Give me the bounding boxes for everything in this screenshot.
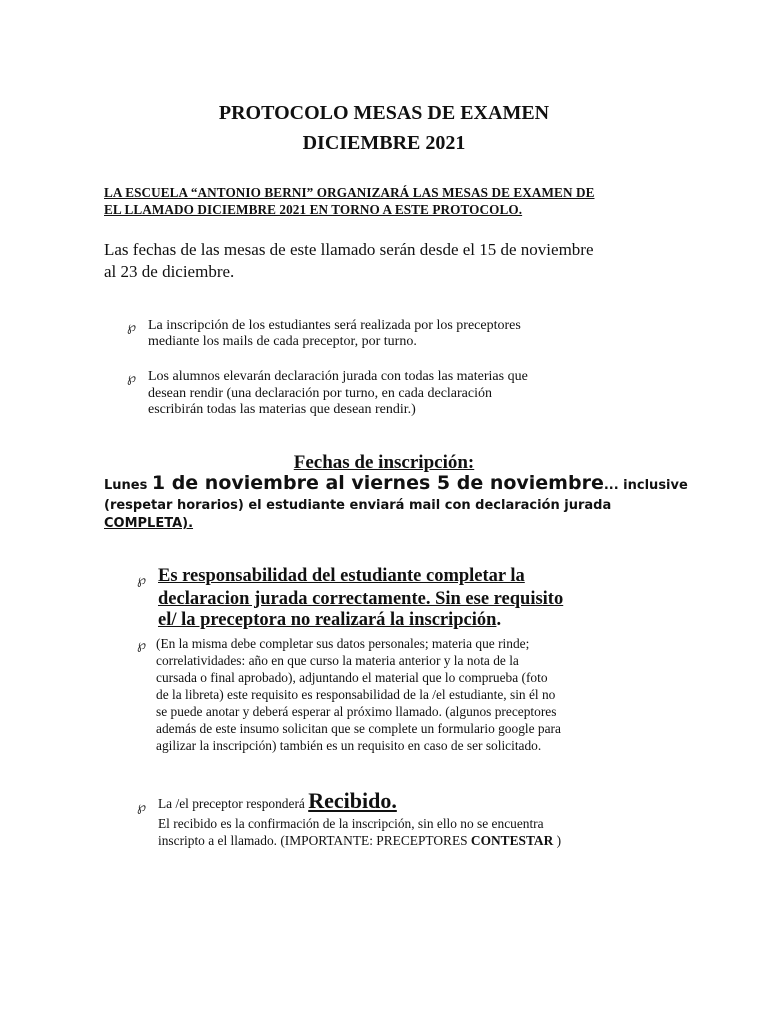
intro-line-2: EL LLAMADO DICIEMBRE 2021 EN TORNO A ESTE PROTOCOLO. (104, 202, 523, 217)
bullet-2-line-1: Los alumnos elevarán declaración jurada con todas las materias que (148, 369, 528, 384)
recibido-line-2: El recibido es la confirmación de la inscripción, sin ello no se encuentra (158, 816, 544, 831)
dates-line-1: Las fechas de las mesas de este llamado serán desde el 15 de noviembre (104, 240, 594, 259)
bullet-icon: ℘ (137, 573, 147, 588)
bullet-2-line-2: desean rendir (una declaración por turno, en cada declaración (148, 386, 492, 401)
inscription-range-line-2: (respetar horarios) el estudiante enviará mail con declaración jurada (104, 498, 612, 513)
document-title-line-2: DICIEMBRE 2021 (302, 132, 466, 154)
dates-line-2: al 23 de diciembre. (104, 262, 235, 281)
paren-line-2: correlatividades: año en que curso la materia anterior y la nota de la (156, 653, 519, 668)
recibido-line-1 (158, 788, 397, 814)
bullet-1-line-1: La inscripción de los estudiantes será realizada por los preceptores (148, 318, 521, 333)
paren-line-3: cursada o final aprobado), adjuntando el material que lo comprueba (foto (156, 670, 548, 685)
recibido-word: Recibido. (308, 788, 397, 813)
responsibility-line-3-text: el/ la preceptora no realizará la inscripción (158, 610, 497, 630)
bullet-2-line-3: escribirán todas las materias que desean rendir.) (148, 402, 416, 417)
responsibility-line-2: declaracion jurada correctamente. Sin ese requisito (158, 589, 564, 609)
bullet-icon: ℘ (137, 800, 147, 815)
inscription-range-line-3: COMPLETA). (104, 516, 194, 531)
range-lunes: Lunes (104, 478, 152, 493)
responsibility-line-1: Es responsabilidad del estudiante completar la (158, 566, 525, 586)
paren-line-7: agilizar la inscripción) también es un requisito en caso de ser solicitado. (156, 738, 542, 753)
paren-line-4: de la libreta) este requisito es responsabilidad de la /el estudiante, sin él no (156, 687, 556, 702)
recibido-line-3-c: ) (553, 833, 562, 848)
inscription-range-line-1 (104, 474, 704, 495)
recibido-line-3 (158, 832, 658, 849)
fechas-inscripcion-heading: Fechas de inscripción: (293, 452, 475, 473)
responsibility-line-3 (158, 610, 501, 631)
recibido-prefix: La /el preceptor responderá (158, 796, 309, 811)
contestar-emphasis: CONTESTAR (470, 833, 554, 848)
paren-line-1: (En la misma debe completar sus datos personales; materia que rinde; (156, 636, 530, 651)
paren-line-5: se puede anotar y deberá esperar al próximo llamado. (algunos preceptores (156, 704, 557, 719)
range-dates: 1 de noviembre al viernes 5 de noviembre (151, 472, 604, 494)
bullet-icon: ℘ (127, 371, 137, 386)
paren-line-6: además de este insumo solicitan que se complete un formulario google para (156, 721, 561, 736)
document-title-line-1: PROTOCOLO MESAS DE EXAMEN (218, 102, 550, 124)
intro-line-1: LA ESCUELA “ANTONIO BERNI” ORGANIZARÁ LAS MESAS DE EXAMEN DE (104, 185, 595, 200)
bullet-icon: ℘ (127, 320, 137, 335)
responsibility-period: . (496, 610, 502, 630)
range-tail: ... inclusive (603, 478, 688, 493)
bullet-icon: ℘ (137, 638, 147, 653)
recibido-line-3-a: inscripto a el llamado. (IMPORTANTE: PRECEPTORES (158, 833, 471, 848)
bullet-1-line-2: mediante los mails de cada preceptor, por turno. (148, 334, 417, 349)
